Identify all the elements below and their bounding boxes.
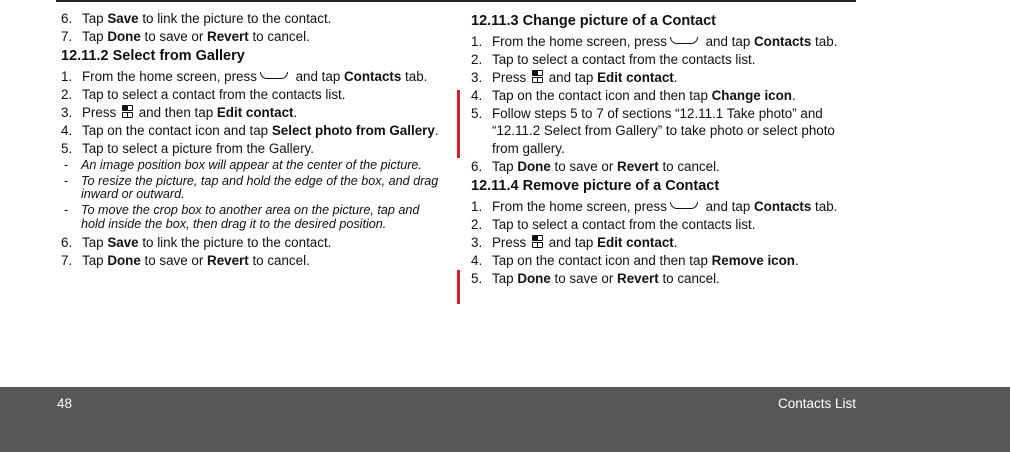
list-item: 2. Tap to select a contact from the contacts list. (471, 217, 756, 233)
list-item: 4. Tap on the contact icon and then tap Remove icon. (471, 253, 799, 269)
section-title: Contacts List (777, 396, 856, 411)
home-key-icon (260, 72, 288, 79)
section-heading-change-picture: 12.11.3 Change picture of a Contact (471, 13, 716, 29)
sub-bullet: - An image position box will appear at the center of the picture. (64, 157, 422, 172)
list-item: 5. Follow steps 5 to 7 of sections “12.11.1 Take photo” and “12.11.2 Select from Gallery” to take photo or select photo from gallery. (471, 106, 835, 156)
sub-bullet: - To move the crop box to another area on the picture, tap and hold inside the box, then drag it to the desired position. (64, 203, 420, 231)
menu-key-icon (122, 105, 133, 118)
list-item: 6. Tap Save to link the picture to the contact. (61, 11, 332, 26)
list-item: 3. Press and tap Edit contact. (471, 70, 678, 85)
right-column (471, 10, 861, 288)
list-item: 5. Tap Done to save or Revert to cancel. (471, 271, 720, 287)
change-bar (457, 270, 460, 304)
sub-bullet: - To resize the picture, tap and hold the edge of the box, and drag inward or outward. (64, 173, 439, 202)
list-item: 2. Tap to select a contact from the contacts list. (61, 87, 346, 103)
list-item: 6. Tap Done to save or Revert to cancel. (471, 158, 720, 174)
home-key-icon (670, 37, 698, 44)
page-footer (0, 387, 1010, 452)
list-item: 7. Tap Done to save or Revert to cancel. (61, 252, 310, 268)
change-bar (457, 90, 460, 158)
section-heading-select-from-gallery: 12.11.2 Select from Gallery (61, 48, 245, 65)
home-key-icon (670, 202, 698, 209)
list-item: 4. Tap on the contact icon and then tap Change icon. (471, 88, 796, 103)
list-item: 1. From the home screen, press and tap Contacts tab. (471, 34, 838, 49)
list-item: 1. From the home screen, press and tap Contacts tab. (61, 69, 428, 85)
list-item: 6. Tap Save to link the picture to the contact. (61, 234, 332, 250)
list-item: 2. Tap to select a contact from the contacts list. (471, 52, 756, 67)
page-number: 48 (57, 396, 73, 411)
list-item: 1. From the home screen, press and tap Contacts tab. (471, 199, 838, 215)
top-rule (56, 0, 856, 2)
left-column (61, 10, 446, 270)
sub-bullet-list (61, 159, 446, 232)
list-item: 7. Tap Done to save or Revert to cancel. (61, 29, 310, 44)
list-item: 3. Press and tap Edit contact. (471, 235, 678, 251)
menu-key-icon (532, 235, 543, 248)
menu-key-icon (532, 70, 543, 83)
list-item: 5. Tap to select a picture from the Gallery. (61, 141, 314, 157)
list-item: 3. Press and then tap Edit contact. (61, 105, 298, 121)
list-item: 4. Tap on the contact icon and tap Select photo from Gallery. (61, 123, 439, 139)
section-heading-remove-picture: 12.11.4 Remove picture of a Contact (471, 178, 720, 195)
